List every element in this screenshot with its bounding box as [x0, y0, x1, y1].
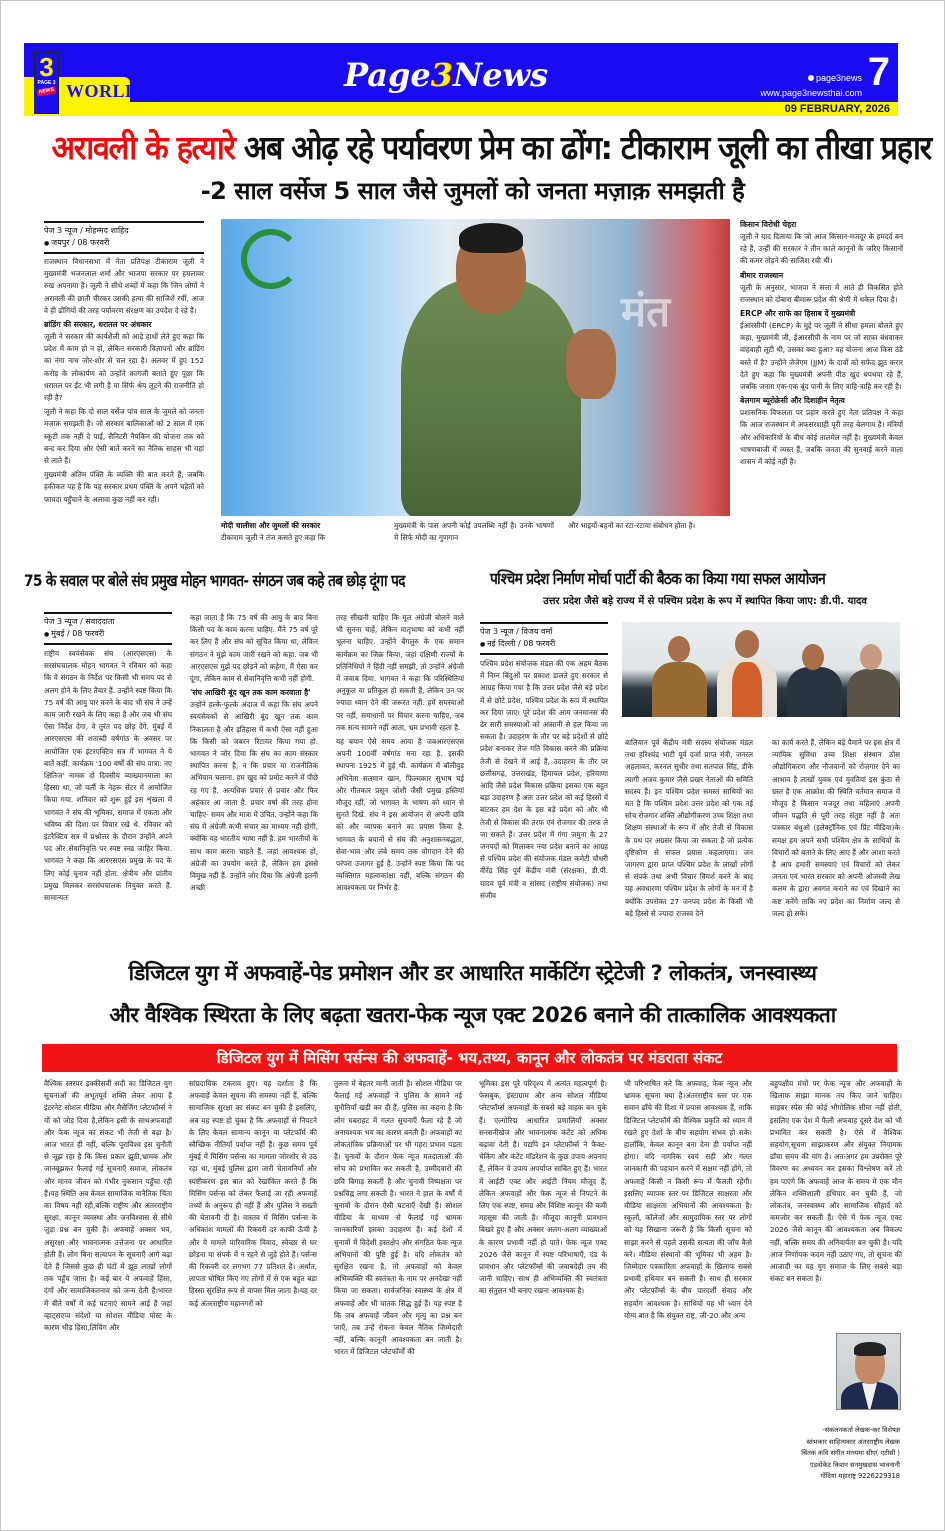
rss-column-3: तरह सीखनी चाहिए कि मूल अंग्रेजी बोलने वाले भी सुनना चाहें, लेकिन मातृभाषा को कभी नहीं भूलना चाहिए. उन्होंने बेंगलुरु के एक समान कार्यक्रम का जिक्र किया, जहां दक्षिणी राज्यों के प्रतिनिधियों ने हिंदी नहीं समझी, तो उन्होंने अंग्रेजी में जवाब दिया. भागवत ने कहा कि परिस्थितियां अनुकूल या प्रतिकूल हो सकती हैं, लेकिन उन पर ज्यादा ध्यान देने की जरूरत नहीं. हमें समस्याओं पर नहीं, समाधानों पर विचार करना चाहिए, जब तक सत्य सामने नहीं आता, भ्रम प्रभावी रहता है. यह बयान ऐसे समय आया है जबआरएसएस अपनी 100वीं वर्षगांठ मना रहा है. इसकी स्थापना 1925 में हुई थी. कार्यक्रम में बॉलीवुड अभिनेता सलमान खान, फिल्मकार सुभाष घई और गीतकार प्रसून जोशी जैसी प्रमुख हस्तियां मौजूद रहीं, जो भागवत के भाषण को ध्यान से सुनते दिखे. संघ ने इस आयोजन से अपनी छवि को और व्यापक बनाने का प्रयास किया है. भागवत के बयानों से संघ की अनुशासनबद्धता, सेवा-भाव और लंबे समय तक योगदान देने की परंपरा उजागर हुई है. उन्होंने स्पष्ट किया कि पद व्यक्तिगत महत्वाकांक्षा नहीं, बल्कि संगठन की आवश्यकता पर निर्भर है. [336, 613, 464, 893]
website-link[interactable]: www.page3newsthai.com [760, 88, 862, 98]
masthead-date-strip [130, 102, 898, 116]
author-hair [854, 1342, 886, 1356]
west-pradesh-subheadline: उत्तर प्रदेश जैसे बड़े राज्य में से पश्चिम प्रदेश के रूप में स्थापित किया जाए: डी.पी. यादव [543, 596, 867, 607]
fake-news-column-2: सांप्रदायिक टकराव हुए। यह दर्शाता है कि अफवाहें केवल सूचना की समस्या नहीं हैं, बल्कि सामाजिक सुरक्षा का संकट बन चुकी हैं इसलिए, अब यह स्पष्ट हो चुका है कि अफवाहों से निपटने के लिए केवल सामान्य कानून या प्लेटफॉर्म की स्वैच्छिक नीतियाँ पर्याप्त नहीं हैं। कुछ समय पूर्व मुंबई में मिसिंग पर्सन्स का मामला जोरशोर से उठ रहा था, मुंबई पुलिस द्वारा जारी चेतावनियाँ और स्पष्टीकरण इस बात को रेखांकित करते हैं कि मिसिंग पर्सन्स को लेकर फैलाई जा रही अफवाहें तथ्यों के अनुरूप ही नहीं हैं और पुलिस ने सख्ती की चेतावनी दी है। वास्तव में मिसिंग पर्सन्स के अधिकांश मामलों की रिकवरी दर काफी ऊँची है और ये मामले पारिवारिक विवाद, स्वेच्छा से घर छोड़ना या संपर्क में न रहने से जुड़े होते हैं। पर्सन्स की रिकवरी दर लगभग 77 प्रतिशत है। अर्थात, लापता घोषित किए गए लोगों में से एक बहुत बड़ा हिस्सा सुरक्षित रूप से वापस मिल जाता है।यह दर कई अंतरराष्ट्रीय महानगरों को [189, 1079, 317, 1308]
below-photo-col2: मुख्यमंत्री के पास अपनी कोई उपलब्धि नहीं है। उनके भाषणों में सिर्फ मोदी का गुणगान [394, 521, 554, 543]
person-2-head [735, 630, 759, 658]
person-4 [847, 669, 899, 717]
person-1 [652, 662, 707, 717]
fake-news-column-1: वैश्विक स्तरपर इक्कीसवीं सदी का डिजिटल युग सूचनाओं की अभूतपूर्व शक्ति लेकर आया है इंटरनेट सोशल मीडिया और मैसेजिंग प्लेटफॉर्म्स ने यों को जोड़ दिया है,लेकिन इसी के साथअफवाहों और फेक न्यूज का संकट भी तेजी से बढ़ा है। आज भारत ही नहीं, बल्कि पूराविश्व इस चुनौती से जूझ रहा है कि किस प्रकार झूठी,भ्रामक और जानबूझकर फैलाई गई सूचनाएँ समाज, लोकतंत्र और मानव जीवन को गंभीर नुकसान पहुँचा रही हैं।यह स्थिति अब केवल सामाजिक यानैतिक चिंता का विषय नहीं रही,बल्कि राष्ट्रीय और अंतरराष्ट्रीय सुरक्षा, कानून व्यवस्था और जनविश्वास से सीधे जुड़ा प्रश्न बन चुकी है। अफवाहें अक्सर भय, असुरक्षा और भावनात्मक उत्तेजना पर आधारित होती हैं। लोग बिना सत्यापन के सूचनाएँ आगे बढ़ा देते हैं जिससे कुछ ही घंटों में झूठ लाखों लोगों तक पहुँच जाता है। कई बार ये अफवाहें हिंसा, दंगों और सामाजिकतनाव को जन्म देती हैं।भारत में बीते वर्षों में कई घटनाएं सामने आई हैं जहां व्हाट्सएप्प संदेशों या सोशल मीडिया पोस्ट के कारण भीड़ हिंसा,लिंचिंग और [44, 1079, 172, 1333]
lead-photo[interactable] [221, 219, 730, 516]
issue-date: 09 FEBRUARY, 2026 [784, 103, 890, 115]
lead-right-subhead: ERCP और साफे का हिसाब दें मुख्यमंत्री [740, 309, 856, 319]
lead-right-column [740, 219, 903, 564]
rss-byline: पेज 3 न्यूज / संवाददाता ● मुंबई / 08 फरवरी [44, 612, 172, 645]
meeting-photo[interactable] [622, 622, 900, 717]
below-photo-subhead: मोदी चालीसा और जुमलों की सरकार [221, 521, 321, 530]
west-column-1: पश्चिम प्रदेश संयोजक मंडल की एक अहम बैठक में निम्न बिंदुओं पर प्रकाश डालते हुए सरकार से आग्रह किया गया है कि उत्तर प्रदेश जैसे बड़े प्रदेश में से छोटे प्रदेश, पश्चिम प्रदेश के रूप में स्थापित कर दिया जाए। पूरे प्रदेश की आम जनमानस की ढेर सारी समस्याओं को आसानी से हल किया जा सकता है। उदाहरण के तौर पर बड़े प्रदेशों से छोटे प्रदेश बनाकर तेज गति विकास करने की प्रक्रिया तेजी से देखने में आई है, उदाहरण के तौर पर छत्तीसगढ़, उत्तराखंड, हिमाचल प्रदेश, हरियाणा आदि जैसे प्रदेश विकास प्रक्रिया इसका एक बहुत बड़ा उदाहरण है अतः उत्तर प्रदेश को कई हिस्सों में बांटकर हम देश के इस बड़े प्रदेश को और भी तेजी से विकास की तरफ एवं रोजगार की तरफ ले जा सकते हैं। उत्तर प्रदेश में गंगा जमुना के 27 जनपदों को मिलाकर नया प्रदेश बनाने का आग्रह से पश्चिम प्रदेश की संयोजक मंडल कमेटी चौधरी वीरेंद्र सिंह पूर्व केंद्रीय मंत्री (संरक्षक), डी.पी. यादव पूर्व मंत्री व सांसद (राष्ट्रीय संयोजक) तथा संजीव [480, 659, 608, 900]
person-3 [787, 667, 842, 717]
masthead [24, 43, 898, 116]
fake-news-column-3: तुलना में बेहतर मानी जाती है। सोशल मीडिया पर फैलाई गई अफवाहों ने पुलिस के सामने नई चुनौतियाँ खड़ी कर दी हैं, पुलिस का कहना है कि लोग घबराहट में गलत सूचनाएँ फैला रहे हैं जो अनावश्यक भय का कारण बनती हैं। अफवाहों का लोकतांत्रिक प्रक्रियाओं पर भी गहरा प्रभाव पड़ता है। चुनावों के दौरान फेक न्यूज मतदाताओं की सोच को प्रभावित कर सकती है, उम्मीदवारों की छवि बिगाड़ सकती है और चुनावी निष्पक्षता पर प्रश्नचिह्न लगा सकती है। भारत ने हाल के वर्षों में चुनावों के दौरान ऐसी घटनाएँ देखी हैं। सोशल मीडिया के माध्यम से फैलाई गई भ्रामक जानकारियाँ इसका उदाहरण हैं। कई देशों में चुनावों में विदेशी हस्तक्षेप और संगठित फेक न्यूज अभियानों की पुष्टि हुई है। यदि लोकतंत्र को सुरक्षित रखना है, तो अफवाहों को केवल अभिव्यक्ति की स्वतंत्रता के नाम पर अनदेखा नहीं किया जा सकता। सार्वजनिक स्वास्थ्य के क्षेत्र में अफवाहें और भी घातक सिद्ध हुई हैं। यह स्पष्ट है कि जब अफवाहें जीवन और मृत्यु का प्रश्न बन जाएँ, तब उन्हें रोकना केवल नैतिक जिम्मेदारी नहीं, बल्कि कानूनी आवश्यकता बन जाती है।भारत में डिजिटल प्लेटफॉर्मों की [334, 1079, 462, 1357]
section-label: WORLD [66, 81, 139, 101]
rss-headline[interactable]: 75 के सवाल पर बोले संघ प्रमुख मोहन भागवत- संगठन जब कहे तब छोड़ दूंगा पद [24, 571, 405, 590]
below-photo-col3: और भाइयों-बहनों का रटा-रटाया संबोधन होता है। [568, 521, 696, 530]
photo-banner-text: मंत [621, 287, 671, 336]
west-column-2: बालियान पूर्व केंद्रीय मंत्री सदस्य संयोजक मंडल तथा हरिश्चंद्र भाटी पूर्व दर्जा प्राप्त मंत्री, जनरल अहलावत, करनल सुधीर तथा सतपाल सिंह, डीके त्यागी अजय कुमार जैसे प्रखर नेताओं की समिति सदस्य हैं। इन पश्चिम प्रदेश समस्त साथियों का मत है कि पश्चिम प्रदेश उत्तर प्रदेश को एक नई सोच रोजगार शक्ति औद्योगीकरण उच्च शिक्षा तथा शिक्षण संस्थाओं के रूप में और तेजी से विकास के पथ पर अग्रसर किया जा सकता है जो प्रत्येक दृष्टिकोण से सफल प्रयास कहलाएगा। जन जागरण द्वारा प्राप्त पश्चिम प्रदेश के लाखों लोगों से संपर्क तथा अभी विचार विमर्श करने के बाद यह अवधारणा पश्चिम प्रदेश के लोगों के मन में है क्योंकि उपरोक्त 27 जनपद प्रदेश के किसी भी बड़े हिस्से से ज्यादा राजस्व देने [625, 738, 753, 918]
lead-subheadline: -2 साल वर्सेज 5 साल जैसे जुमलों को जनता मज़ाक़ समझती है [200, 177, 745, 205]
person-1-head [668, 636, 690, 662]
fake-news-red-banner: डिजिटल युग में मिसिंग पर्सन्स की अफवाहें- भय,तथ्य, कानून और लोकतंत्र पर मंडराता संकट [42, 1044, 897, 1072]
lead-left-paragraph: जूली ने कहा कि दो साल वर्सेज पांच साल के जुमले को जनता मज़ाक़ समझती है। जो सरकार बालिकाओं को 2 साल में एक स्कूटी तक नहीं दे पाई, सैनिटरी नैपकिन की योजना तक को बन्द कर दिया और ऐसी बातें करने का नैतिक साहस भी यहां से लाते हैं। [44, 407, 204, 466]
rss-column-1: राष्ट्रीय स्वयंसेवक संघ (आरएसएस) के सरसंघचालक मोहन भागवत ने रविवार को कहा कि वे संगठन के निर्देश पर किसी भी समय पद से अलग होने के लिए तैयार हैं. उन्होंने स्पष्ट किया कि 75 वर्ष की आयु पार करने के बाद भी संघ ने उन्हें काम जारी रखने के लिए कहा है और जब भी संघ ऐसा निर्देश देगा, वे तुरंत पद छोड़ देंगे. मुंबई में आरएसएस की शताब्दी वर्षगांठ के अवसर पर आयोजित एक इंटरएक्टिव सत्र में भागवत ने ये बातें कहीं. कार्यक्रम '100 वर्षों की संघ यात्रा: नए क्षितिज' नामक दो दिवसीय व्याख्यानमाला का हिस्सा था, जो वर्ली के नेहरू सेंटर में आयोजित किया गया. शनिवार को शुरू हुई इस शृंखला में भागवत ने संघ की भूमिका, समाज में एकता और भविष्य की दिशा पर विचार रखे थे. रविवार को इंटरैक्टिव सत्र में प्रश्नोत्तर के दौरान उन्होंने अपने पद और सेवानिवृत्ति पर स्पष्ट रुख जाहिर किया. भागवत ने कहा कि आरएसएस प्रमुख के पद के लिए कोई चुनाव नहीं होता. क्षेत्रीय और प्रांतीय प्रमुख मिलकर सरसंघचालक नियुक्त करते हैं. सामान्यतः [44, 649, 172, 903]
fake-news-headline-line1[interactable]: डिजिटल युग में अफवाहें-पेड प्रमोशन और डर आधारित मार्केटिंग स्ट्रेटेजी ? लोकतंत्र, जनस्वास्थ्य [128, 961, 817, 985]
photo-figure-hand [566, 329, 616, 399]
below-photo-col1: टीकाराम जूली ने तंज कसते हुए कहा कि [221, 533, 326, 542]
person-4-head [860, 644, 882, 670]
lead-right-paragraph: प्रशासनिक विफलता पर प्रहार करते हुए नेता प्रतिपक्ष ने कहा कि आज राजस्थान में अफसरशाही पूरी तरह बेलगाम है। मंत्रियों और अधिकारियों के बीच कोई तालमेल नहीं है। मुख्यमंत्री केवल भाषणबाजी में व्यस्त हैं, जबकि जनता की सुनवाई करने वाला शासन में कोई नहीं है। [740, 408, 903, 467]
lead-left-paragraph: जूली ने सरकार की कार्यशैली को आड़े हाथों लेते हुए कहा कि प्रदेश में काम हो न हो, लेकिन सरकारी विज्ञापनों और ब्रांडिंग का नंगा नाच जोर-शोर से चल रहा है। अलवर में हुए 152 करोड़ के लोकार्पण को उन्होंने कागजी बताते हुए पूछा कि धरातल पर ईंट भी लगी है या सिर्फ श्रेय लूटने की राजनीति हो रही है? [44, 332, 204, 403]
author-credit: -संकलनकर्ता लेखक-कर विशेषज्ञ स्तंभकार साहित्यकार अंतरराष्ट्रीय लेखक चिंतक कवि संगीत माध्यमा सीए( एटीसी ) एडवोकेट किशन सनमुखदास भावनानी गोंदिया महाराष्ट्र 9226229318 [801, 1426, 900, 1480]
west-byline: पेज 3 न्यूज / विजय वर्मा ● नई दिल्ली / 08 फरवरी [480, 622, 608, 655]
rss-column-2: कहा जाता है कि 75 वर्ष की आयु के बाद बिना किसी पद के काम करना चाहिए. मैंने 75 वर्ष पूरे कर लिए हैं और संघ को सूचित किया था, लेकिन संगठन ने मुझे काम जारी रखने को कहा. जब भी आरएसएस मुझे पद छोड़ने को कहेगा, मैं ऐसा कर दूंगा, लेकिन काम से सेवानिवृत्ति कभी नहीं होगी. 'संघ आखिरी बूंद खून तक काम करवाता है' उन्होंने हल्के-फुल्के अंदाज में कहा कि संघ अपने स्वयंसेवकों से आखिरी बूंद खून तक काम निकालता है और इतिहास में कभी ऐसा नहीं हुआ कि किसी को जबरन रिटायर किया गया हो. भागवत ने जोर दिया कि संघ का काम संस्कार स्थापित करना है, न कि प्रचार या राजनीतिक अभियान चलाना. हम खुद को प्रमोट करने में पीछे रह गए हैं. अत्यधिक प्रचार से प्रचार और फिर अहंकार आ जाता है. प्रचार वर्षा की तरह होना चाहिए- समय और मात्रा में उचित. उन्होंने कहा कि संघ में अंग्रेजी कभी संचार का माध्यम नहीं होगी, क्योंकि यह भारतीय भाषा नहीं है. हम भारतीयों के साथ काम करना चाहते हैं. जहां आवश्यक हो, अंग्रेजी का उपयोग करते हैं, लेकिन हम इससे विमुख नहीं हैं. उन्होंने जोर दिया कि अंग्रेजी इतनी अच्छी [190, 613, 318, 893]
fake-news-headline-line2[interactable]: और वैश्विक स्थिरता के लिए बढ़ता खतरा-फेक न्यूज एक्ट 2026 बनाने की तात्कालिक आवश्यकता [109, 1003, 836, 1027]
lead-right-paragraph: जूली के अनुसार, भाजपा ने सत्ता में आते ही विकसित होते राजस्थान को दोबारा बीमारू प्रदेश की श्रेणी में धकेल दिया है। [740, 282, 903, 304]
fake-news-column-6: बहुपक्षीय मंचों पर फेक न्यूज और अफवाहों के खिलाफ साझा मानक तय किए जाने चाहिए। साइबर स्पेस की कोई भौगोलिक सीमा नहीं होती, इसलिए एक देश में फैली अफवाह दूसरे देश को भी प्रभावित कर सकती है। ऐसे में वैश्विक सहयोग,सूचना साझाकरण और संयुक्त नियामक ढाँचा समय की मांग है। अतःअगर हम उपरोक्त पूरे विवरण का अध्ययन कर इसका विश्लेषण करें तो हम पाएंगे कि अफवाहें आज के समय में एक मौन लेकिन शक्तिशाली हथियार बन चुकी हैं, जो लोकतंत्र, जनस्वास्थ्य और सामाजिक सौहार्द को कमजोर कर सकती हैं। ऐसे में फेक न्यूज एक्ट 2026 जैसे कानून की आवश्यकता अब विकल्प नहीं, बल्कि समय की अनिवार्यता बन चुकी है। यदि आज निर्णायक कदम नहीं उठाए गए, तो सूचना की आजादी का यह युग समाज के लिए सबसे बड़ा संकट बन सकता है। [770, 1079, 902, 1284]
lead-right-subhead: बीमार राजस्थान [740, 270, 784, 280]
author-photo[interactable] [836, 1333, 901, 1410]
lead-left-paragraph: राजस्थान विधानसभा में नेता प्रतिपक्ष टीकाराम जूली ने मुख्यमंत्री भजनलाल शर्मा और भाजपा सरकार पर हमलावर रुख अपनाया है। जूली ने सीधे शब्दों में कहा कि जिन लोगों ने अरावली की छाती चीरकर उसकी हत्या की साजिशें रचीं, आज वे ही ढोंगियों की तरह पर्यावरण संरक्षण का उपदेश दे रहे हैं। [44, 257, 204, 315]
fake-news-column-5: भी परिभाषित करे कि अफवाह, फेक न्यूज और भ्रामक सूचना क्या है।अंतरराष्ट्रीय स्तर पर एक समान ढाँचे की दिशा में प्रयास आवश्यक हैं, ताकि डिजिटल प्लेटफॉर्म की वैश्विक प्रकृति को ध्यान में रखते हुए देशों के बीच सहयोग संभव हो सके।हालाँकि, केवल कानून बना देना ही पर्याप्त नहीं होगा। यदि नागरिक स्वयं सही और गलत जानकारी की पहचान करने में सक्षम नहीं होंगे, तो अफवाहें किसी न किसी रूप में फैलती रहेंगी। इसलिए व्यापक स्तर पर डिजिटल साक्षरता और मीडिया साक्षरता अभियानों की आवश्यकता है। स्कूलों, कॉलेजों और सामुदायिक स्तर पर लोगों को यह सिखाना जरूरी है कि किसी सूचना को साझा करने से पहले उसकी सत्यता की जाँच कैसे करें। मीडिया संस्थानों की भूमिका भी अहम है। जिम्मेदार पत्रकारिता अफवाहों के खिलाफ सबसे प्रभावी हथियार बन सकती है। साथ ही सरकार और प्लेटफॉर्म्स के बीच पारदर्शी संवाद और सहयोग आवश्यक है। साथियों यह भी ध्यान देने योग्य बात है कि संयुक्त राष्ट्र, जी-20 और अन्य [624, 1079, 752, 1320]
photo-figure-hair [459, 223, 523, 253]
west-pradesh-headline[interactable]: पश्चिम प्रदेश निर्माण मोर्चा पार्टी की बैठक का किया गया सफल आयोजन [490, 569, 826, 588]
west-column-3: का कार्य करते हैं, लेकिन बड़े पैमाने पर इस क्षेत्र में न्यायिक सुविधा उच्च शिक्षा संस्थान ठोस औद्योगिकरण और नौजवानों को रोजगार देने का आभाव है लाखों युवक एवं युवतियां इस कुंठा से ग्रस्त है एक आक्रोश की स्थिति वर्तमान समाज में मौजूद है किसान मजदूर तथा महिलाएं अपनी जीवन पद्धति से पूरी तरह संतुष्ट नहीं है अतः पत्रकार बंधुओ (इलेक्ट्रॉनिक एवं प्रिंट मीडिया)के समक्ष हम अपने सभी पश्चिम क्षेत्र के साथियों के विचारों को बताने के लिए आए हैं और आशा करते हैं आप हमारी समस्याएं एवं विचारों को लेकर जनता एवं भारत सरकार को अपनी ओजस्वी लेख कलम के द्वारा अवगत कराने का एवं दिखाने का कष्ट करेंगे ताकि नए प्रदेश का निर्माण जल्द से जल्द हो सके। [772, 738, 900, 918]
lead-left-paragraph: मुख्यमंत्री अंतिम पंक्ति के व्यक्ति की बात करते हैं, जबकि हकीकत यह है कि यह सरकार प्रथम पंक्ति के अपने चहेतों को फायदा पहुँचाने के अलावा कुछ नहीं कर रही। [44, 470, 204, 504]
lead-headline[interactable]: अरावली के हत्यारे अब ओढ़ रहे पर्यावरण प्रेम का ढोंग: टीकाराम जूली का तीखा प्रहार [51, 128, 931, 167]
lead-right-paragraph: ईआरसीपी (ERCP) के मुद्दे पर जूली ने सीधा हमला बोलते हुए कहा, मुख्यमंत्री जी, ईआरसीपी के नाम पर जो साफा बंधवाकर वाहवाही लूटी थी, उसका क्या हुआ? वह योजना आज किस ठंडे बस्ते में है? उन्होंने जेजेएम (JJM) के दावों को सफेद झूठ करार देते हुए कहा कि मुख्यमंत्री अपनी पीठ खुद थपथपा रहे हैं, जबकि जनता एक-एक बूंद पानी के लिए त्राहि-त्राहि कर रही है। [740, 321, 903, 392]
lead-right-paragraph: जूली ने याद दिलाया कि जो आज किसान-मजदूर के हमदर्द बन रहे हैं, उन्हीं की सरकार ने तीन काले कानूनों के जरिए किसानों की कमर तोड़ने की साजिश रची थी। [740, 232, 903, 266]
lead-left-column [44, 256, 204, 566]
instagram-icon [808, 75, 814, 81]
photo-figure-body [401, 279, 581, 516]
fake-news-column-4: भूमिका इस पूरे परिदृश्य में अत्यंत महत्वपूर्ण है। फेसबुक, इंस्टाग्राम और अन्य सोशल मीडिया प्लेटफॉर्म्स अफवाहों के सबसे बड़े वाहक बन चुके हैं। एल्गोरिद्म आधारित प्रणालियाँ अक्सर सनसनीखेज और भावनात्मक कंटेंट को अधिक बढ़ावा देती हैं। यद्यपि इन प्लेटफॉर्म्स ने फैक्ट-चेकिंग और कंटेंट मॉडरेशन के कुछ उपाय अपनाए हैं, लेकिन ये उपाय अपर्याप्त साबित हुए हैं। भारत में आईटी एक्ट और आईटी नियम मौजूद हैं, लेकिन अफवाहों और फेक न्यूज से निपटने के लिए एक स्पष्ट, समग्र और विशिष्ट कानून की कमी महसूस की जाती है। मौजूदा कानूनी प्रावधान बिखरे हुए हैं और अक्सर अलग-अलग व्याख्याओं के कारण प्रभावी नहीं हो पाते। फेक न्यूज एक्ट 2026 जैसे कानून में स्पष्ट परिभाषाएँ, दंड के प्रावधान और प्लेटफॉर्म्स की जवाबदेही तय की जानी चाहिए। साथ ही अभिव्यक्ति की स्वतंत्रता का संतुलन भी बनाए रखना आवश्यक है। [479, 1079, 607, 1296]
lead-byline: पेज 3 न्यूज / मोहम्मद शाहिद ● जयपुर / 08 फरवरी [44, 221, 204, 254]
social-handle[interactable]: page3news [808, 73, 862, 84]
person-3-head [802, 644, 824, 670]
party-logo-graphic [241, 229, 301, 289]
page-number: 7 [867, 50, 890, 94]
brand-title[interactable]: Page3News [344, 56, 549, 94]
person-2-vest [732, 662, 762, 717]
page3-logo[interactable]: 3 PAGE 3 NEWS [34, 52, 59, 114]
lead-right-subhead: किसान विरोधी चेहरा [740, 220, 797, 229]
lead-right-subhead: बेलगाम ब्यूरोक्रेसी और दिशाहीन नेतृत्व [740, 396, 845, 406]
lead-left-subhead: ब्रांडिंग की सरकार, धरातल पर अंधकार [44, 320, 152, 330]
